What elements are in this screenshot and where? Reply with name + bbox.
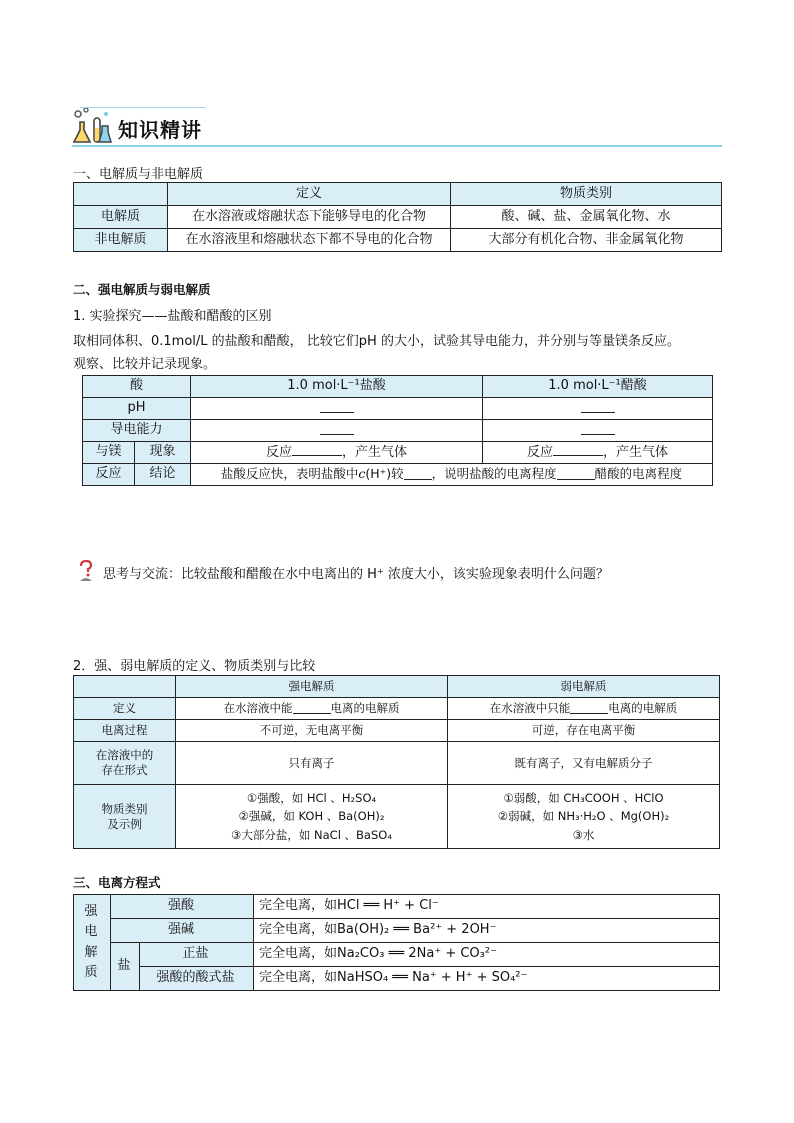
header-cell <box>74 183 168 206</box>
answer-blank <box>483 398 713 420</box>
row-label: 结论 <box>135 464 191 486</box>
table-cell: 既有离子，又有电解质分子 <box>448 742 720 785</box>
row-label: 反应 <box>83 464 135 486</box>
paragraph: 观察、比较并记录现象。 <box>73 357 217 372</box>
salt-label: 盐 <box>111 943 140 991</box>
row-label: 导电能力 <box>83 420 191 442</box>
answer-blank <box>191 420 483 442</box>
electrolyte-table <box>73 182 722 252</box>
table-cell: 在水溶液中能 电离的电解质 <box>176 698 448 720</box>
table-cell: 在水溶液里和熔融状态下都不导电的化合物 <box>168 229 451 252</box>
row-label: 定义 <box>74 698 176 720</box>
table-cell: 反应 ，产生气体 <box>483 442 713 464</box>
header-cell: 酸 <box>83 376 191 398</box>
table-cell: 只有离子 <box>176 742 448 785</box>
answer-blank <box>483 420 713 442</box>
section-title: 知识精讲 <box>118 118 202 142</box>
header-cell: 1.0 mol·L⁻¹盐酸 <box>191 376 483 398</box>
group-label: 强 电 解 质 <box>74 895 111 991</box>
table-cell: ①弱酸，如 CH₃COOH 、HClO ②弱碱，如 NH₃·H₂O 、Mg(OH)₂ ③水 <box>448 785 720 849</box>
header-cell: 定义 <box>168 183 451 206</box>
table-cell: 反应 ，产生气体 <box>191 442 483 464</box>
row-label: 电离过程 <box>74 720 176 742</box>
conclusion-cell: 盐酸反应快，表明盐酸中c(H⁺)较 ，说明盐酸的电离程度 醋酸的电离程度 <box>191 464 713 486</box>
subsection-1-title: 1. 实验探究——盐酸和醋酸的区别 <box>73 309 272 324</box>
row-label: 物质类别 及示例 <box>74 785 176 849</box>
table-cell: 大部分有机化合物、非金属氧化物 <box>451 229 722 252</box>
think-text: 思考与交流：比较盐酸和醋酸在水中电离出的 H⁺ 浓度大小，该实验现象表明什么问题？ <box>103 567 609 582</box>
equation-cell: 完全电离，如NaHSO₄ ══ Na⁺ + H⁺ + SO₄²⁻ <box>254 967 720 991</box>
comparison-table <box>73 675 720 849</box>
header-cell: 强电解质 <box>176 676 448 698</box>
section-2-title: 二、强电解质与弱电解质 <box>73 282 211 297</box>
paragraph: 取相同体积、0.1mol/L 的盐酸和醋酸， 比较它们pH 的大小，试验其导电能力，并分别与等量镁条反应。 <box>73 334 680 349</box>
section-3-title: 三、电离方程式 <box>73 875 161 890</box>
equation-cell: 完全电离，如Na₂CO₃ ══ 2Na⁺ + CO₃²⁻ <box>254 943 720 967</box>
row-label: 在溶液中的 存在形式 <box>74 742 176 785</box>
row-label: pH <box>83 398 191 420</box>
row-label: 强碱 <box>111 919 254 943</box>
row-label: 强酸的酸式盐 <box>140 967 254 991</box>
question-person-icon <box>78 560 96 582</box>
section-header <box>72 104 722 148</box>
header-cell: 物质类别 <box>451 183 722 206</box>
row-label: 电解质 <box>74 206 168 229</box>
subsection-2-title: 2．强、弱电解质的定义、物质类别与比较 <box>73 659 316 674</box>
equation-cell: 完全电离，如HCl ══ H⁺ + Cl⁻ <box>254 895 720 919</box>
think-block <box>78 560 718 584</box>
table-cell: ①强酸，如 HCl 、H₂SO₄ ②强碱，如 KOH 、Ba(OH)₂ ③大部分盐，如 NaCl 、BaSO₄ <box>176 785 448 849</box>
table-header-row <box>74 183 722 206</box>
table-cell: 不可逆，无电离平衡 <box>176 720 448 742</box>
row-label: 非电解质 <box>74 229 168 252</box>
row-label: 与镁 <box>83 442 135 464</box>
header-underline <box>72 145 722 147</box>
section-1-title: 一、电解质与非电解质 <box>73 167 204 182</box>
lab-flask-icon <box>72 106 114 146</box>
table-row <box>74 229 722 252</box>
answer-blank <box>191 398 483 420</box>
row-label: 现象 <box>135 442 191 464</box>
header-top-line <box>80 107 206 108</box>
equation-cell: 完全电离，如Ba(OH)₂ ══ Ba²⁺ + 2OH⁻ <box>254 919 720 943</box>
table-cell: 在水溶液中只能 电离的电解质 <box>448 698 720 720</box>
ionization-table <box>73 894 720 991</box>
table-row <box>74 206 722 229</box>
table-cell: 酸、碱、盐、金属氧化物、水 <box>451 206 722 229</box>
table-cell: 在水溶液或熔融状态下能够导电的化合物 <box>168 206 451 229</box>
row-label: 正盐 <box>140 943 254 967</box>
row-label: 强酸 <box>111 895 254 919</box>
header-cell: 1.0 mol·L⁻¹醋酸 <box>483 376 713 398</box>
header-cell: 弱电解质 <box>448 676 720 698</box>
table-cell: 可逆，存在电离平衡 <box>448 720 720 742</box>
experiment-table <box>82 375 713 486</box>
